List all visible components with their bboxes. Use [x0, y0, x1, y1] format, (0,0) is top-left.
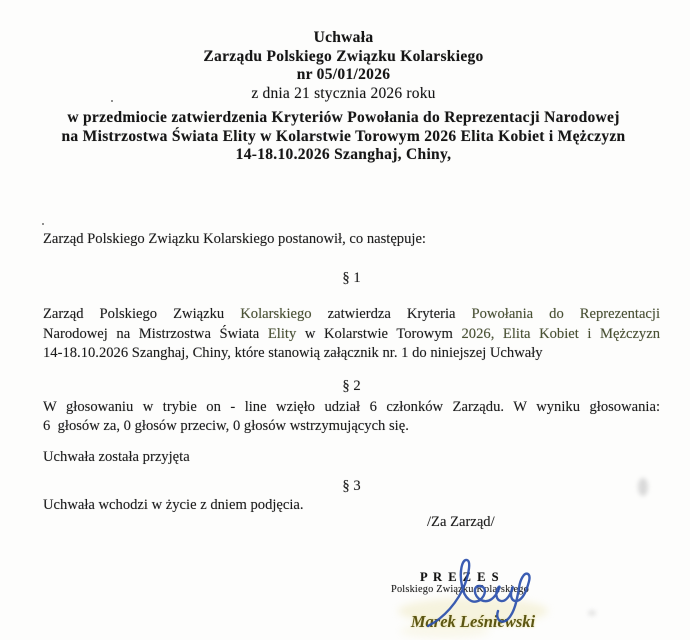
signature-stroke-flourish — [497, 574, 529, 622]
scan-smudge — [588, 610, 596, 616]
doc-date: z dnia 21 stycznia 2026 roku — [251, 85, 436, 103]
section-3-mark: § 3 — [342, 478, 361, 494]
scan-speck — [111, 100, 113, 102]
scan-smudge — [638, 478, 648, 496]
text-segment: zatwierdza Kryteria — [311, 306, 472, 322]
section-2-line-1: W głosowaniu w trybie on - line wzięło udział 6 członków Zarządu. W wyniku głosowania: — [43, 399, 660, 415]
doc-subject-line-2: na Mistrzostwa Świata Elity w Kolarstwie Torowym 2026 Elita Kobiet i Mężczyzn — [61, 127, 626, 145]
signature-stroke-tail-ascender — [428, 560, 480, 626]
section-1-mark: § 1 — [342, 270, 361, 286]
text-segment: Zarząd Polskiego Związku — [43, 306, 241, 322]
text-segment: Kolarskiego — [240, 306, 312, 322]
section-1-line-1 — [43, 305, 660, 324]
text-segment: Narodowej na Mistrzostwa Świata — [43, 326, 268, 342]
signature-org: Polskiego Związku Kolarskiego — [391, 583, 529, 595]
signature-role: P R E Z E S — [419, 570, 501, 584]
adopted-line: Uchwała została przyjęta — [43, 449, 190, 465]
doc-org: Zarządu Polskiego Związku Kolarskiego — [203, 47, 484, 65]
doc-number: nr 05/01/2026 — [296, 66, 391, 84]
document-header — [35, 29, 652, 165]
text-segment: 2026, Elita Kobiet i Mężczyzn — [461, 326, 661, 342]
text-segment: Powołania do Reprezentacji — [471, 306, 661, 322]
text-segment: w Kolarstwie Torowym — [296, 326, 462, 342]
signature-name: Marek Leśniewski — [410, 611, 536, 631]
text-segment: Elity — [267, 326, 297, 342]
section-1-line-2 — [43, 325, 660, 344]
doc-subject-line-1: w przedmiocie zatwierdzenia Kryteriów Powołania do Reprezentacji Narodowej — [67, 108, 620, 126]
handwritten-signature — [420, 550, 540, 635]
doc-title: Uchwała — [313, 29, 374, 46]
section-2-mark: § 2 — [342, 378, 361, 394]
signoff-line: /Za Zarząd/ — [427, 514, 495, 530]
section-3-line-1: Uchwała wchodzi w życie z dniem podjęcia. — [43, 497, 304, 513]
intro-line: Zarząd Polskiego Związku Kolarskiego postanowił, co następuje: — [43, 231, 426, 247]
section-1-line-3: 14-18.10.2026 Szanghaj, Chiny, które stanowią załącznik nr. 1 do niniejszej Uchwały — [43, 345, 543, 361]
section-2-line-2: 6 głosów za, 0 głosów przeciw, 0 głosów wstrzymujących się. — [43, 418, 409, 434]
doc-subject-line-3: 14-18.10.2026 Szanghaj, Chiny, — [235, 146, 452, 164]
scan-speck — [42, 223, 44, 225]
